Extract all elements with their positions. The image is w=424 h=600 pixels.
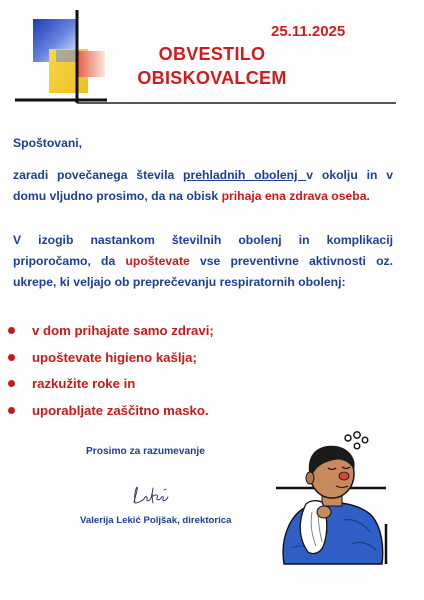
paragraph-1-line-2 [13, 186, 393, 207]
greeting: Spoštovani, [13, 136, 83, 150]
p2-text-a: priporočamo, da [13, 254, 126, 268]
list-item [8, 345, 308, 372]
paragraph-2-line-1: V izogib nastankom številnih obolenj in komplikacij [13, 233, 393, 247]
title-line-2: OBISKOVALCEM [137, 68, 287, 88]
closing-text: Prosimo za razumevanje [86, 446, 205, 457]
prehladnih-obolenj-underlined: prehladnih obolenj [183, 168, 307, 182]
list-item-text: upoštevate higieno kašlja; [32, 349, 197, 365]
paragraph-1-line-1 [13, 165, 393, 186]
list-item [8, 318, 308, 345]
p1-text-a: zaradi povečanega števila [13, 168, 184, 182]
bullet-dot-icon [8, 354, 15, 361]
p1-text-c: domu vljudno prosimo, da na obisk [13, 189, 222, 203]
notice-title [114, 42, 310, 90]
sick-person-illustration-icon [262, 428, 422, 568]
paragraph-1 [13, 165, 393, 207]
signer-name: Valerija Lekić Poljšak, direktorica [80, 515, 232, 526]
list-item-text: uporabljate zaščitno masko. [32, 402, 209, 418]
p1-highlight-red: prihaja ena zdrava oseba. [221, 189, 370, 203]
paragraph-2-line-2 [13, 251, 393, 272]
p2-text-b: vse preventivne aktivnosti oz. [189, 254, 394, 268]
list-item-text: razkužite roke in [32, 376, 136, 391]
title-line-1: OBVESTILO [158, 44, 266, 64]
paragraph-2 [13, 230, 393, 293]
bullet-dot-icon [8, 407, 15, 414]
list-item [8, 398, 308, 425]
paragraph-2-line-3: ukrepe, ki veljajo ob preprečevanju respiratornih obolenj: [13, 275, 346, 289]
bullet-dot-icon [8, 327, 15, 334]
list-item [8, 371, 308, 398]
bullet-dot-icon [8, 380, 15, 387]
p2-highlight-red: upoštevate [125, 254, 190, 268]
p1-text-b: v okolju in v [306, 168, 393, 182]
list-item-text: v dom prihajate samo zdravi; [32, 323, 214, 338]
recommendation-list [8, 318, 308, 424]
signature-icon [126, 484, 174, 508]
notice-date: 25.11.2025 [271, 23, 346, 40]
